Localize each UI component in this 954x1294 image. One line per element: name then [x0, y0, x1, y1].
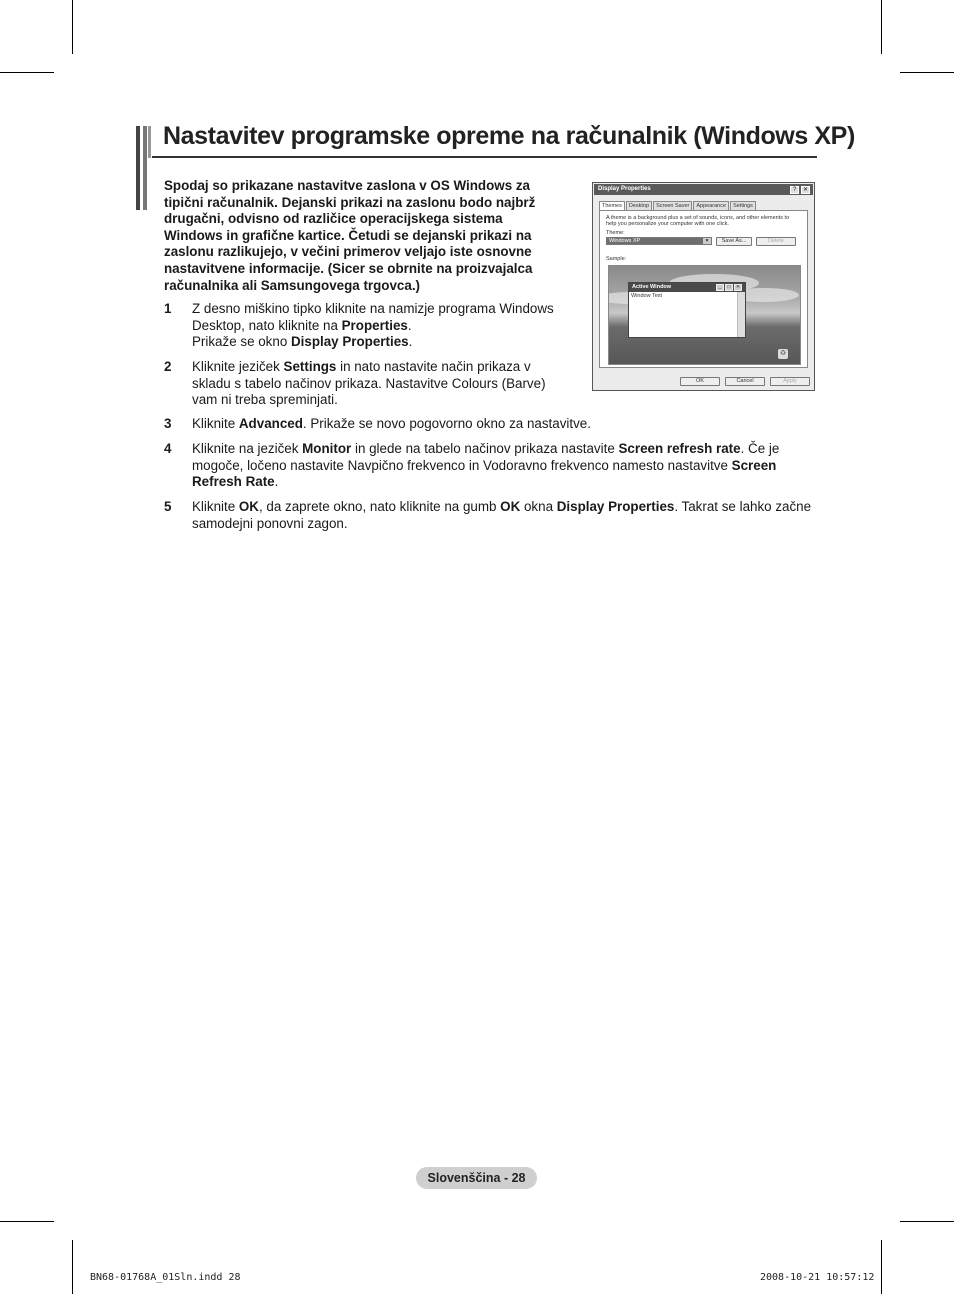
recycle-bin-icon: ♻ [779, 350, 787, 357]
apply-button[interactable]: Apply [770, 377, 810, 386]
crop-mark [900, 72, 954, 73]
minimize-icon: _ [716, 284, 724, 291]
active-window-title: Active Window [632, 284, 672, 290]
scrollbar [737, 292, 745, 337]
step-text: . Prikaže se novo pogovorno okno za nastavitve. [302, 416, 591, 431]
step-text: . [274, 474, 279, 490]
ok-button[interactable]: OK [680, 377, 720, 386]
theme-select[interactable] [606, 237, 712, 245]
themes-panel [599, 210, 808, 368]
tab-appearance[interactable]: Appearance [693, 201, 729, 210]
step-emphasis: Screen refresh rate [618, 441, 741, 456]
step-number: 5 [164, 499, 172, 514]
dialog-title: Display Properties [598, 186, 651, 192]
step-body [192, 359, 572, 409]
step-emphasis: Display Properties [291, 334, 409, 350]
help-icon[interactable]: ? [790, 186, 799, 194]
step-number: 3 [164, 416, 172, 431]
display-properties-screenshot [592, 182, 815, 391]
step-text: Kliknite [192, 499, 239, 514]
dialog-tabs [599, 201, 757, 210]
step-number: 1 [164, 301, 172, 316]
title-accent-bars [136, 126, 152, 210]
step-text: okna [520, 499, 557, 514]
step-text: in nato nastavite način prikaza v skladu s tabelo načinov prikaza. Nastavitve Colours (Barve) vam ni treba spreminjati. [192, 359, 546, 408]
cancel-button[interactable]: Cancel [725, 377, 765, 386]
tab-screen-saver[interactable]: Screen Saver [653, 201, 692, 210]
maximize-icon: □ [725, 284, 733, 291]
step-text: Kliknite jeziček [192, 359, 284, 374]
step-body [192, 416, 812, 433]
step-text: , da zaprete okno, nato kliknite na gumb [258, 499, 501, 514]
theme-preview [608, 265, 801, 365]
step-number: 2 [164, 359, 172, 374]
step-text: . Če je mogoče, ločeno nastavite Navpično frekvenco in Vodoravno frekvenco namesto nastavitve [192, 441, 780, 473]
window-text: Window Text [631, 293, 663, 299]
page-title: Nastavitev programske opreme na računalnik (Windows XP) [163, 122, 855, 150]
close-icon: ✕ [735, 284, 741, 290]
step-text: in glede na tabelo načinov prikaza nastavite [351, 441, 619, 456]
print-slug-date: 2008-10-21 10:57:12 [760, 1272, 875, 1283]
page-number-badge: Slovenščina - 28 [416, 1167, 537, 1189]
step-emphasis: OK [238, 499, 259, 514]
tab-settings[interactable]: Settings [730, 201, 756, 210]
step-text: . [408, 334, 413, 350]
step-text: Kliknite na jeziček [192, 441, 303, 456]
step-emphasis: Monitor [302, 441, 352, 456]
step-text: . [407, 317, 412, 333]
title-underline [152, 156, 817, 158]
theme-label: Theme: [606, 230, 625, 236]
step-body [192, 441, 812, 491]
crop-mark [900, 1221, 954, 1222]
step-emphasis: Settings [283, 359, 337, 374]
theme-value: Windows XP [609, 238, 641, 244]
step-text: . Takrat se lahko začne samodejni ponovni zagon. [192, 499, 812, 531]
save-as-button[interactable]: Save As... [716, 237, 752, 246]
intro-paragraph: Spodaj so prikazane nastavitve zaslona v OS Windows za tipični računalnik. Dejanski prikazi na zaslonu bodo najbrž drugačni, odvisno od različice operacijskega sistema Windows in grafične kartice. Četudi se dejanski prikazi na zaslonu razlikujejo, v večini primerov veljajo iste osnovne nastavitvene informacije. (Sicer se obrnite na proizvajalca računalnika ali Samsungovega trgovca.) [164, 178, 536, 293]
crop-mark [72, 0, 73, 54]
dialog-titlebar [594, 184, 813, 195]
crop-mark [72, 1240, 73, 1294]
close-icon[interactable]: ✕ [802, 187, 809, 193]
sample-label: Sample: [606, 256, 627, 262]
step-body [192, 301, 582, 351]
theme-description: A theme is a background plus a set of sounds, icons, and other elements to help you personalize your computer with one click. [606, 215, 790, 227]
print-slug-file: BN68-01768A_01Sln.indd 28 [90, 1272, 241, 1283]
step-text: Prikaže se okno [192, 334, 291, 350]
step-number: 4 [164, 441, 172, 456]
active-window-sample [628, 282, 746, 338]
crop-mark [0, 72, 54, 73]
step-text: Kliknite [192, 416, 239, 431]
delete-button[interactable]: Delete [756, 237, 796, 246]
step-text: Z desno miškino tipko kliknite na namizje programa Windows Desktop, nato kliknite na [192, 301, 554, 333]
chevron-down-icon: ▾ [703, 238, 711, 244]
step-emphasis: Display Properties [556, 499, 675, 514]
step-body [192, 499, 812, 532]
step-emphasis: Advanced [238, 416, 303, 431]
crop-mark [881, 1240, 882, 1294]
step-emphasis: OK [500, 499, 521, 514]
tab-desktop[interactable]: Desktop [626, 201, 652, 210]
crop-mark [881, 0, 882, 54]
crop-mark [0, 1221, 54, 1222]
tab-themes[interactable]: Themes [599, 201, 625, 211]
step-emphasis: Properties [341, 317, 408, 333]
step-emphasis: Screen Refresh Rate [192, 457, 777, 490]
